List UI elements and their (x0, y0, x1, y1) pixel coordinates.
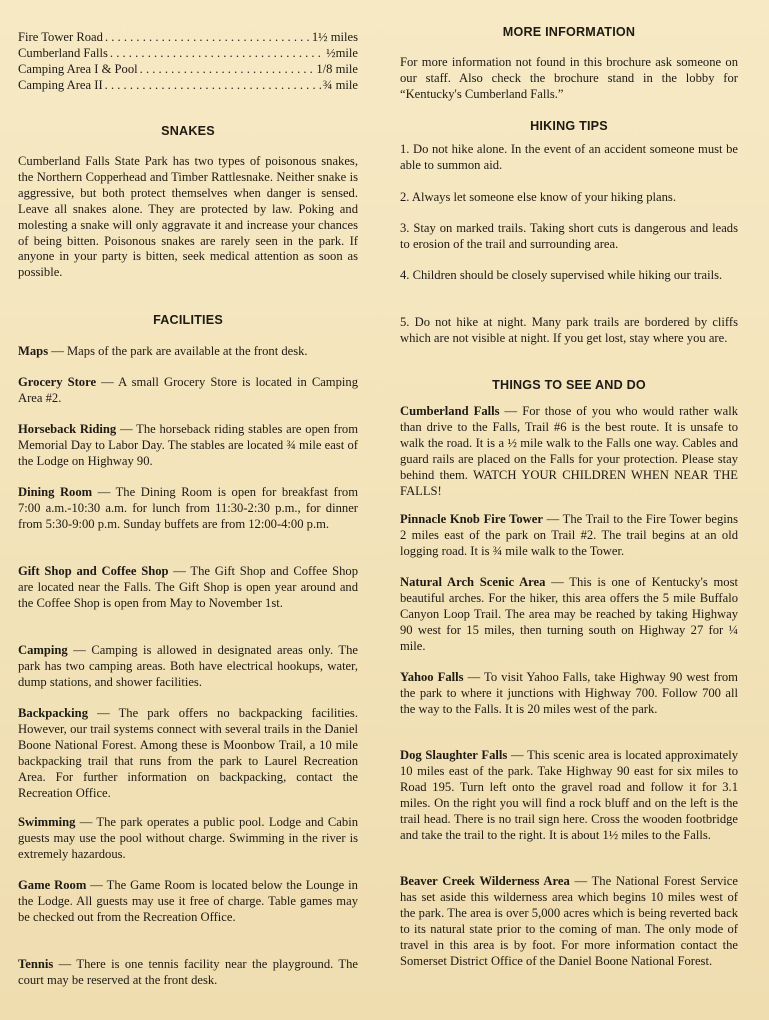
attraction-text: The Trail to the Fire Tower begins 2 miles east of the park on Trail #2. The trail begins at an old logging road. It is ¾ mile walk to the Tower. (400, 512, 738, 558)
facility-title: Maps (18, 344, 49, 358)
facility-item: Backpacking — The park offers no backpacking facilities. However, our trail systems connect with several trails in the Daniel Boone National Forest. Among these is Moonbow Trail, a 10 mile backpacking trail that runs from the park to Laurel Recreation Area. For further information on backpacking, contact the Recreation Office. (18, 706, 358, 800)
distance-list (18, 29, 358, 93)
distance-row (18, 61, 358, 77)
attraction-title: Yahoo Falls (400, 670, 464, 684)
facility-title: Backpacking (18, 706, 88, 720)
facility-item: Camping — Camping is allowed in designated areas only. The park has two camping areas. Both have electrical hookups, water, dump stations, and shower facilities. (18, 643, 358, 689)
facility-item: Tennis — There is one tennis facility near the playground. The court may be reserved at the front desk. (18, 957, 358, 987)
hiking-tip: 1. Do not hike alone. In the event of an accident someone must be able to summon aid. (400, 142, 738, 172)
attraction-title: Natural Arch Scenic Area (400, 575, 546, 589)
dot-leader (105, 77, 321, 93)
attraction-text: This is one of Kentucky's most beautiful arches. For the hiker, this area offers the 5 mile Buffalo Canyon Loop Trail. The area may be reached by taking Highway 90 west for 15 miles, then turning south on Highway 27 for ¼ mile. (400, 575, 738, 653)
facility-text: There is one tennis facility near the playground. The court may be reserved at the front desk. (18, 957, 358, 987)
facility-item: Swimming — The park operates a public pool. Lodge and Cabin guests may use the pool without charge. Swimming in the river is extremely hazardous. (18, 815, 358, 861)
distance-value: ½mile (326, 46, 358, 60)
facilities-heading: FACILITIES (153, 313, 223, 327)
hiking-tip: 3. Stay on marked trails. Taking short cuts is dangerous and leads to erosion of the trail and surrounding area. (400, 221, 738, 251)
attraction-item: Dog Slaughter Falls — This scenic area is located approximately 10 miles east of the park. Take Highway 90 east for six miles to Road 195. Turn left onto the gravel road and follow it for 3.1 miles. On the right you will find a rock bluff and on the left is the trail head. There is no trail sign here. Cross the wooden footbridge and take the trail to the right. It is about 1½ miles to the Falls. (400, 748, 739, 842)
facility-item: Maps — Maps of the park are available at the front desk. (18, 344, 308, 358)
facility-text: Maps of the park are available at the front desk. (66, 344, 308, 358)
dot-leader (110, 45, 324, 61)
distance-name: Fire Tower Road (18, 30, 103, 44)
facility-title: Camping (18, 643, 68, 657)
facility-text: Camping is allowed in designated areas only. The park has two camping areas. Both have electrical hookups, water, dump stations, and shower facilities. (18, 643, 358, 689)
facility-item: Grocery Store — A small Grocery Store is located in Camping Area #2. (18, 375, 358, 405)
distance-value: 1½ miles (311, 30, 358, 44)
facility-text: The park offers no backpacking facilities. However, our trail systems connect with several trails in the Daniel Boone National Forest. Among these is Moonbow Trail, a 10 mile backpacking trail that runs from the park to Laurel Recreation Area. For further information on backpacking, contact the Recreation Office. (18, 706, 358, 800)
distance-value: ¾ mile (323, 78, 358, 92)
attraction-title: Pinnacle Knob Fire Tower (400, 512, 543, 526)
more-info-heading: MORE INFORMATION (502, 25, 636, 39)
more-info-text: For more information not found in this brochure ask someone on our staff. Also check the brochure stand in the lobby for “Kentucky's Cumberland Falls.” (400, 55, 738, 101)
distance-name: Camping Area II (18, 78, 103, 92)
attraction-text: To visit Yahoo Falls, take Highway 90 west from the park to where it junctions with Highway 700. Follow 700 all the way to the Falls. It is 20 miles west of the park. (400, 670, 738, 716)
attraction-item: Yahoo Falls — To visit Yahoo Falls, take Highway 90 west from the park to where it junctions with Highway 700. Follow 700 all the way to the Falls. It is 20 miles west of the park. (400, 670, 738, 716)
attraction-title: Beaver Creek Wilderness Area (400, 874, 570, 888)
hiking-tips-heading: HIKING TIPS (530, 119, 608, 133)
snakes-heading: SNAKES (161, 124, 215, 138)
facility-text: The horseback riding stables are open from Memorial Day to Labor Day. The stables are located ¾ mile east of the Lodge on Highway 90. (18, 422, 358, 468)
facility-title: Dining Room (18, 485, 93, 499)
distance-name: Camping Area I & Pool (18, 62, 138, 76)
distance-name: Cumberland Falls (18, 46, 108, 60)
facility-title: Swimming (18, 815, 76, 829)
attraction-item: Pinnacle Knob Fire Tower — The Trail to the Fire Tower begins 2 miles east of the park on Trail #2. The trail begins at an old logging road. It is ¾ mile walk to the Tower. (400, 512, 738, 558)
attraction-item: Natural Arch Scenic Area — This is one of Kentucky's most beautiful arches. For the hiker, this area offers the 5 mile Buffalo Canyon Loop Trail. The area may be reached by taking Highway 90 west for 15 miles, then turning south on Highway 27 for ¼ mile. (400, 575, 738, 653)
facility-text: A small Grocery Store is located in Camping Area #2. (18, 375, 358, 405)
facility-text: The Game Room is located below the Lounge in the Lodge. All guests may use it free of charge. Table games may be checked out from the Recreation Office. (18, 878, 358, 924)
hiking-tip: 4. Children should be closely supervised while hiking our trails. (400, 268, 723, 282)
attraction-text: This scenic area is located approximately 10 miles east of the park. Take Highway 90 east for six miles to Road 195. Turn left onto the gravel road and follow it for 3.1 miles. On the right you will find a rock bluff and on the left is the trail head. There is no trail sign here. Cross the wooden footbridge and take the trail to the right. It is about 1½ miles to the Falls. (400, 748, 739, 842)
dot-leader (140, 61, 315, 77)
facility-title: Grocery Store (18, 375, 97, 389)
facility-text: The Dining Room is open for breakfast from 7:00 a.m.-10:30 a.m. for lunch from 11:30-2:30 p.m., for dinner from 5:30-9:00 p.m. Sunday buffets are from 12:00-4:00 p.m. (18, 485, 358, 531)
hiking-tip: 2. Always let someone else know of your hiking plans. (400, 190, 676, 204)
attraction-item: Cumberland Falls — For those of you who would rather walk than drive to the Falls, Trail #6 is the best route. It is unsafe to walk the road. It is a ½ mile walk to the Falls one way. Cables and guard rails are placed on the Falls for your protection. Please stay behind them. WATCH YOUR CHILDREN WHEN NEAR THE FALLS! (400, 404, 738, 498)
attraction-title: Dog Slaughter Falls (400, 748, 508, 762)
facility-title: Horseback Riding (18, 422, 117, 436)
facility-item: Horseback Riding — The horseback riding stables are open from Memorial Day to Labor Day. The stables are located ¾ mile east of the Lodge on Highway 90. (18, 422, 358, 468)
facility-item: Gift Shop and Coffee Shop — The Gift Shop and Coffee Shop are located near the Falls. The Gift Shop is open year around and the Coffee Shop is open from May to November 1st. (18, 564, 358, 610)
attraction-item: Beaver Creek Wilderness Area — The National Forest Service has set aside this wilderness area which begins 10 miles west of the park. The area is over 5,000 acres which is being reverted back to its natural state prior to the coming of man. The only mode of travel in this area is by foot. For more information contact the Somerset District Office of the Daniel Boone National Forest. (400, 874, 738, 968)
facility-item: Game Room — The Game Room is located below the Lounge in the Lodge. All guests may use it free of charge. Table games may be checked out from the Recreation Office. (18, 878, 358, 924)
distance-value: 1/8 mile (316, 62, 358, 76)
facility-title: Gift Shop and Coffee Shop (18, 564, 169, 578)
things-heading: THINGS TO SEE AND DO (492, 378, 646, 392)
attraction-title: Cumberland Falls (400, 404, 500, 418)
facility-title: Game Room (18, 878, 87, 892)
attraction-text: The National Forest Service has set aside this wilderness area which begins 10 miles west of the park. The area is over 5,000 acres which is being reverted back to its natural state prior to the coming of man. The only mode of travel in this area is by foot. For more information contact the Somerset District Office of the Daniel Boone National Forest. (400, 874, 738, 968)
facility-text: The park operates a public pool. Lodge and Cabin guests may use the pool without charge. Swimming in the river is extremely hazardous. (18, 815, 358, 861)
facility-text: The Gift Shop and Coffee Shop are located near the Falls. The Gift Shop is open year around and the Coffee Shop is open from May to November 1st. (18, 564, 358, 610)
facility-item: Dining Room — The Dining Room is open for breakfast from 7:00 a.m.-10:30 a.m. for lunch from 11:30-2:30 p.m., for dinner from 5:30-9:00 p.m. Sunday buffets are from 12:00-4:00 p.m. (18, 485, 358, 531)
hiking-tip: 5. Do not hike at night. Many park trails are bordered by cliffs which are not visible at night. If you get lost, stay where you are. (400, 315, 738, 345)
facility-title: Tennis (18, 957, 54, 971)
attraction-text: For those of you who would rather walk than drive to the Falls, Trail #6 is the best route. It is unsafe to walk the road. It is a ½ mile walk to the Falls one way. Cables and guard rails are placed on the Falls for your protection. Please stay behind them. WATCH YOUR CHILDREN WHEN NEAR THE FALLS! (400, 404, 738, 498)
dot-leader (105, 29, 310, 45)
snakes-text: Cumberland Falls State Park has two types of poisonous snakes, the Northern Copperhead and Timber Rattlesnake. Neither snake is aggressive, but both protect themselves when danger is sensed. Leave all snakes alone. They are protected by law. Poking and molesting a snake will only aggravate it and increase your chances of being bitten. Poisonous snakes are rarely seen in the park. If anyone in your party is bitten, seek medical attention as soon as possible. (18, 154, 358, 280)
distance-row (18, 29, 358, 45)
distance-row (18, 77, 358, 93)
distance-row (18, 45, 358, 61)
